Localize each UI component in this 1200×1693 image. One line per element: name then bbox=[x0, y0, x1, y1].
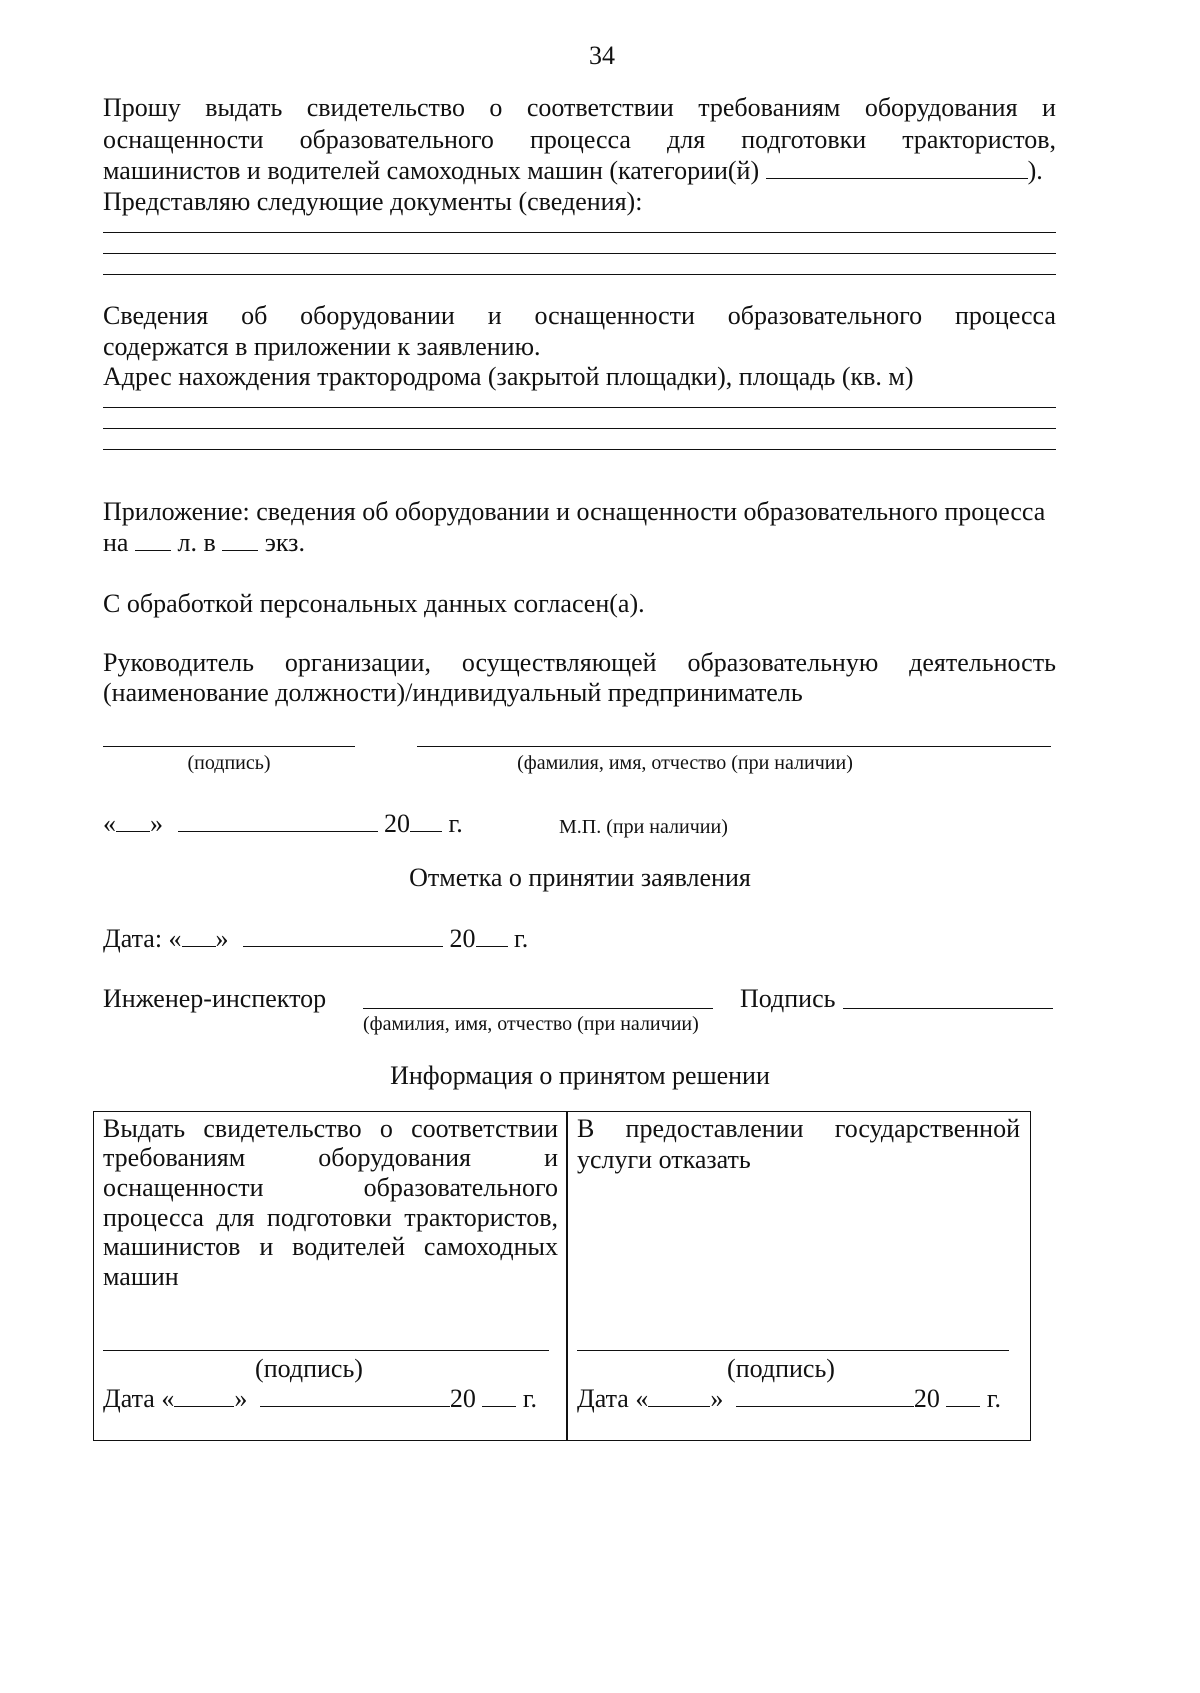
appendix-line-1: Приложение: сведения об оборудовании и оснащенности образовательного процесса bbox=[103, 497, 1046, 526]
word: Руководитель bbox=[103, 648, 254, 677]
address-line-2[interactable] bbox=[103, 428, 1056, 429]
refuse-line-1 bbox=[577, 1113, 1020, 1145]
word: оборудования bbox=[318, 1143, 471, 1172]
acceptance-year-field[interactable] bbox=[476, 926, 508, 947]
approve-line-1 bbox=[103, 1113, 558, 1145]
word: трактористов, bbox=[404, 1203, 558, 1232]
year-field[interactable] bbox=[410, 811, 442, 832]
word: свидетельство bbox=[306, 93, 465, 122]
word: Сведения bbox=[103, 301, 209, 330]
refuse-day-field[interactable] bbox=[648, 1386, 710, 1407]
acceptance-month-field[interactable] bbox=[243, 926, 443, 947]
inspector-fio-caption: (фамилия, имя, отчество (при наличии) bbox=[363, 1013, 699, 1035]
head-line-1 bbox=[103, 647, 1056, 679]
category-field[interactable] bbox=[766, 158, 1028, 179]
address-line-1[interactable] bbox=[103, 407, 1056, 408]
word: процесса bbox=[529, 125, 631, 154]
address-label: Адрес нахождения трактородрома (закрытой площадки), площадь (кв. м) bbox=[103, 362, 914, 391]
refuse-date-row: Дата « » 20 г. bbox=[577, 1384, 1002, 1413]
acceptance-day-field[interactable] bbox=[182, 926, 216, 947]
word: и bbox=[544, 1143, 558, 1172]
word: требованиям bbox=[103, 1143, 246, 1172]
word: и bbox=[1042, 93, 1056, 122]
word: осуществляющей bbox=[461, 648, 657, 677]
word: деятельность bbox=[909, 648, 1056, 677]
signature-line[interactable] bbox=[103, 746, 355, 747]
inspector-signature-line[interactable] bbox=[843, 1008, 1053, 1009]
approve-line-2 bbox=[103, 1142, 558, 1174]
word: и bbox=[259, 1232, 274, 1261]
word: В bbox=[577, 1114, 595, 1143]
word: соответствии bbox=[526, 93, 674, 122]
word: оборудовании bbox=[300, 301, 455, 330]
word: образовательного bbox=[363, 1173, 558, 1202]
approve-signature-caption: (подпись) bbox=[255, 1354, 363, 1383]
approve-year-field[interactable] bbox=[482, 1386, 516, 1407]
word: машинистов bbox=[103, 1232, 241, 1261]
copies-count-field[interactable] bbox=[222, 530, 258, 551]
word: Прошу bbox=[103, 93, 181, 122]
word: водителей bbox=[292, 1232, 405, 1261]
word: предоставлении bbox=[625, 1114, 804, 1143]
documents-line-2[interactable] bbox=[103, 253, 1056, 254]
documents-line-1[interactable] bbox=[103, 232, 1056, 233]
month-field[interactable] bbox=[178, 811, 378, 832]
word: свидетельство bbox=[203, 1114, 362, 1143]
word: процесса bbox=[955, 301, 1056, 330]
inspector-signature-label: Подпись bbox=[740, 984, 836, 1013]
word: трактористов, bbox=[902, 125, 1056, 154]
word: соответствии bbox=[411, 1114, 558, 1143]
refuse-year-field[interactable] bbox=[946, 1386, 980, 1407]
equipment-line-1 bbox=[103, 300, 1056, 332]
decision-title: Информация о принятом решении bbox=[390, 1061, 770, 1090]
request-line-3: машинистов и водителей самоходных машин (категории(й) ). bbox=[103, 156, 1043, 185]
refuse-signature-caption: (подпись) bbox=[727, 1354, 835, 1383]
request-line-1 bbox=[103, 92, 1056, 124]
word: оснащенности bbox=[103, 125, 264, 154]
pages-count-field[interactable] bbox=[135, 530, 171, 551]
word: образовательного bbox=[727, 301, 923, 330]
word: процесса bbox=[103, 1203, 204, 1232]
word: образовательного bbox=[299, 125, 494, 154]
word: подготовки bbox=[266, 1203, 392, 1232]
refuse-month-field[interactable] bbox=[736, 1386, 914, 1407]
word: выдать bbox=[205, 93, 283, 122]
word: о bbox=[379, 1114, 393, 1143]
acceptance-title: Отметка о принятии заявления bbox=[409, 863, 751, 892]
acceptance-date-row: Дата: « » 20 г. bbox=[103, 924, 529, 953]
approve-month-field[interactable] bbox=[260, 1386, 450, 1407]
word: оснащенности bbox=[103, 1173, 264, 1202]
word: и bbox=[487, 301, 502, 330]
equipment-line-2: содержатся в приложении к заявлению. bbox=[103, 332, 541, 361]
word: Выдать bbox=[103, 1114, 186, 1143]
word: оборудования bbox=[864, 93, 1018, 122]
inspector-fio-line[interactable] bbox=[363, 1008, 713, 1009]
stamp-note: М.П. (при наличии) bbox=[559, 816, 728, 838]
request-line-2 bbox=[103, 124, 1056, 156]
word: о bbox=[489, 93, 503, 122]
approve-date-row: Дата « » 20 г. bbox=[103, 1384, 538, 1413]
word: об bbox=[241, 301, 268, 330]
word: требованиям bbox=[698, 93, 841, 122]
word: оснащенности bbox=[534, 301, 695, 330]
approve-day-field[interactable] bbox=[174, 1386, 234, 1407]
documents-line-3[interactable] bbox=[103, 274, 1056, 275]
inspector-label: Инженер-инспектор bbox=[103, 984, 327, 1013]
word: организации, bbox=[284, 648, 431, 677]
fio-line[interactable] bbox=[417, 746, 1051, 747]
approve-line-6: машин bbox=[103, 1262, 179, 1291]
word: государственной bbox=[834, 1114, 1020, 1143]
page-number: 34 bbox=[589, 41, 615, 70]
documents-label: Представляю следующие документы (сведения): bbox=[103, 187, 643, 216]
fio-caption: (фамилия, имя, отчество (при наличии) bbox=[517, 752, 853, 774]
signature-caption: (подпись) bbox=[187, 752, 271, 774]
approve-signature-line[interactable] bbox=[103, 1350, 549, 1351]
word: для bbox=[667, 125, 706, 154]
refuse-line-2: услуги отказать bbox=[577, 1145, 751, 1174]
address-line-3[interactable] bbox=[103, 449, 1056, 450]
word: подготовки bbox=[741, 125, 867, 154]
word: образовательную bbox=[687, 648, 879, 677]
word: самоходных bbox=[423, 1232, 558, 1261]
refuse-signature-line[interactable] bbox=[577, 1350, 1009, 1351]
head-line-2: (наименование должности)/индивидуальный предприниматель bbox=[103, 678, 803, 707]
day-field[interactable] bbox=[116, 811, 150, 832]
date-row: « » 20 г. bbox=[103, 809, 463, 838]
approve-line-3 bbox=[103, 1172, 558, 1204]
appendix-line-2: на л. в экз. bbox=[103, 528, 305, 557]
word: для bbox=[216, 1203, 255, 1232]
consent-text: С обработкой персональных данных согласен(а). bbox=[103, 589, 645, 618]
approve-line-5 bbox=[103, 1231, 558, 1263]
approve-line-4 bbox=[103, 1202, 558, 1234]
